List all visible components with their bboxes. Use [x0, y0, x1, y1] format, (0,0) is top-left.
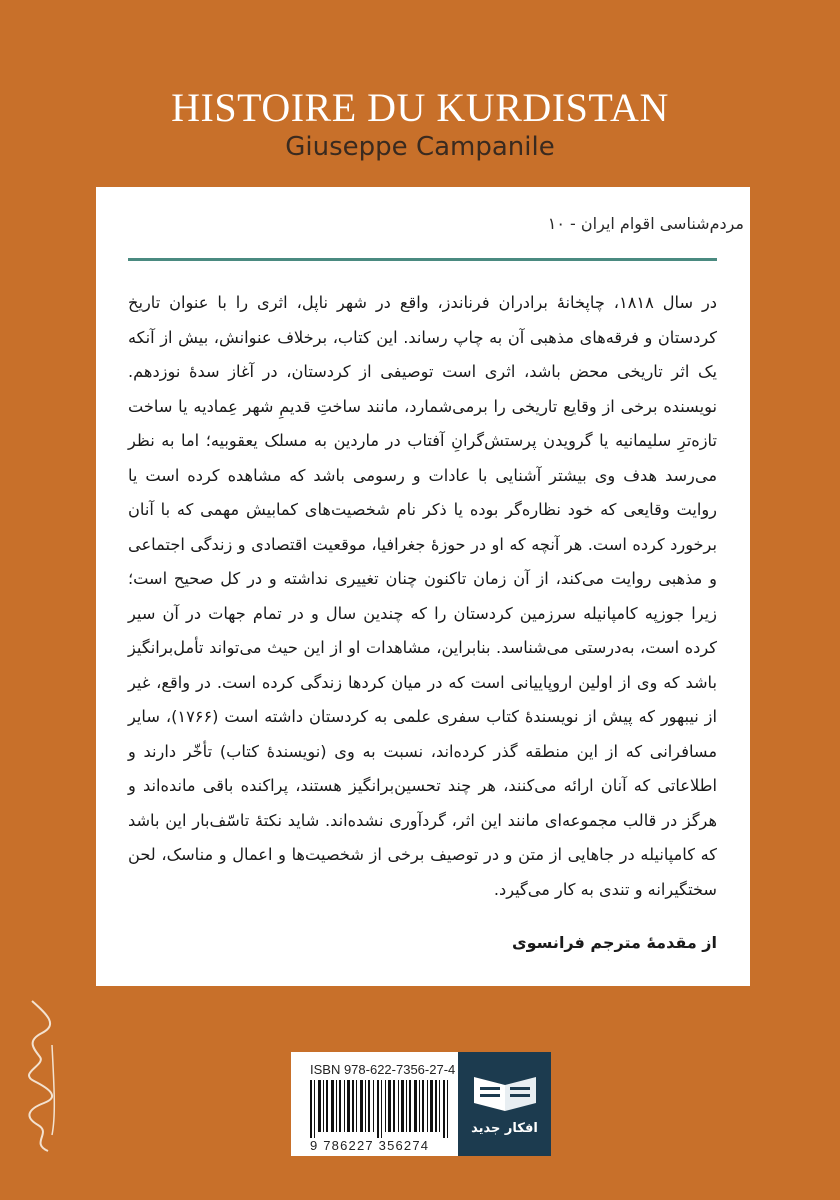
blurb-text: در سال ۱۸۱۸، چاپخانهٔ برادران فرناندز، واقع در شهر ناپل، اثری را با عنوان تاریخ کردستان و فرقه‌های مذهبی آن به چاپ رساند. این کتاب، برخلاف عنوانش، بیش از آنکه یک اثر تاریخی محض باشد، اثری است توصیفی از کردستان، در آغاز سدهٔ نوزدهم. نویسنده برخی از وقایع تاریخی را برمی‌شمارد، مانند ساختِ قدیمِ شهر عِمادیه یا ساخت تازه‌ترِ سلیمانیه یا گرویدن پرستش‌گرانِ آفتاب در ماردین به مسلک یعقوبیه؛ اما به نظر می‌رسد هدف وی بیشتر آشنایی با عادات و رسومی باشد که مشاهده کرده است یا روایت وقایعی که خود نظاره‌گر بوده یا ذکر نام شخصیت‌های کمابیش مهمی که با آنان برخورد کرده است. هر آنچه که او در حوزهٔ جغرافیا، موقعیت اقتصادی و زندگی اجتماعی و مذهبی روایت می‌کند، از آن زمان تاکنون چنان تغییری نداشته و در کل صحیح است؛ زیرا جوزپه کامپانیله سرزمین کردستان را که چندین سال و در تمام جهات در آن سیر کرده است، به‌درستی می‌شناسد. بنابراین، مشاهدات او از این حیث می‌تواند تأمل‌برانگیز باشد که وی از اولین اروپاییانی است که در میان کردها زندگی کرده است. در واقع، غیر از نیبهور که پیش از نویسندهٔ کتاب سفری علمی به کردستان داشته است (۱۷۶۶)، سایر مسافرانی که از این منطقه گذر کرده‌اند، نسبت به وی (نویسندهٔ کتاب) تأخّر دارند و اطلاعاتی که آنان ارائه می‌کنند، هر چند تحسین‌برانگیز هستند، پراکنده باقی مانده‌اند و هرگز در قالب مجموعه‌ای مانند این اثر، گردآوری نشده‌اند. شاید نکتهٔ تاسّف‌بار این باشد که کامپانیله در جاهایی از متن و در توصیف برخی از شخصیت‌ها و اعمال و مناسک، لحن سختگیرانه و تندی به کار می‌گیرد.: [128, 293, 717, 899]
barcode-icon: [310, 1080, 450, 1138]
isbn-label: ISBN 978-622-7356-27-4: [310, 1062, 456, 1077]
divider-rule: [128, 258, 717, 261]
open-book-icon: [470, 1065, 540, 1117]
barcode-digits: 9 786227 356274: [310, 1138, 430, 1153]
book-title: HISTOIRE DU KURDISTAN: [171, 85, 669, 130]
blurb-source: از مقدمهٔ مترجم فرانسوی: [511, 933, 717, 952]
series-title: مردم‌شناسی اقوام ایران - ۱۰: [547, 214, 744, 233]
calligraphy-signature: [20, 995, 60, 1155]
publisher-name: افکار جدید: [471, 1121, 538, 1136]
author-name: Giuseppe Campanile: [285, 132, 555, 162]
